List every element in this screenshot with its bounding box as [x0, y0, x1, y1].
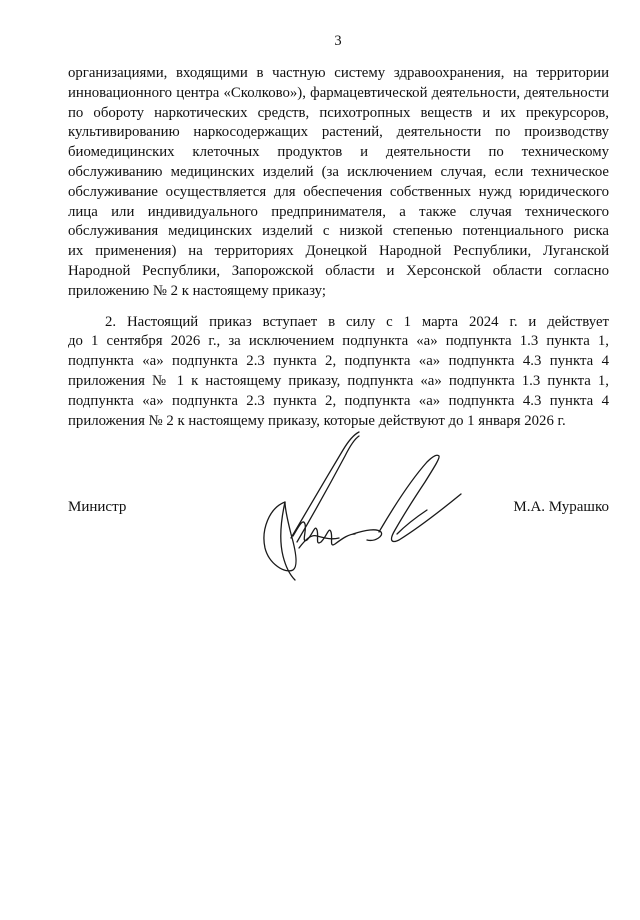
- text-line: культивированию наркосодержащих растений, деятельности по производству: [68, 124, 609, 141]
- text-line: инновационного центра «Сколково»), фармацевтической деятельности, деятельности: [68, 84, 609, 101]
- text-line: приложению № 2 к настоящему приказу;: [68, 282, 326, 299]
- page-number: 3: [334, 33, 342, 49]
- signatory-title: Министр: [68, 499, 127, 515]
- signatory-name: М.А. Мурашко: [513, 499, 609, 515]
- text-line: приложения № 2 к настоящему приказу, которые действуют до 1 января 2026 г.: [68, 412, 566, 429]
- text-line: подпункта «а» подпункта 2.3 пункта 2, подпункта «а» подпункта 4.3 пункта 4: [68, 353, 609, 370]
- text-line: приложения № 1 к настоящему приказу, подпункта «а» подпункта 1.3 пункта 1,: [68, 372, 609, 389]
- text-line: биомедицинских клеточных продуктов и деятельности по техническому: [68, 144, 609, 161]
- text-line: Народной Республики, Запорожской области и Херсонской области согласно: [68, 262, 609, 279]
- text-line: до 1 сентября 2026 г., за исключением подпункта «а» подпункта 1.3 пункта 1,: [68, 333, 609, 350]
- text-line: обслуживание осуществляется для обеспечения собственных нужд юридического: [68, 183, 609, 200]
- handwritten-signature: [255, 430, 470, 590]
- text-line: лица или индивидуального предпринимателя, а также случая технического: [68, 203, 609, 220]
- paragraph-1: [68, 64, 609, 302]
- text-line: подпункта «а» подпункта 2.3 пункта 2, подпункта «а» подпункта 4.3 пункта 4: [68, 392, 609, 409]
- text-line: организациями, входящими в частную систему здравоохранения, на территории: [68, 65, 609, 81]
- text-line: обслуживанию медицинских изделий (за исключением случая, если техническое: [68, 163, 609, 180]
- body-text: [68, 64, 609, 431]
- text-line: обслуживания медицинских изделий с низкой степенью потенциального риска: [68, 223, 609, 240]
- text-line: 2. Настоящий приказ вступает в силу с 1 марта 2024 г. и действует: [105, 313, 609, 330]
- paragraph-2: [68, 313, 609, 432]
- text-line: их применения) на территориях Донецкой Народной Республики, Луганской: [68, 243, 609, 260]
- text-line: по обороту наркотических средств, психотропных веществ и их прекурсоров,: [68, 104, 609, 121]
